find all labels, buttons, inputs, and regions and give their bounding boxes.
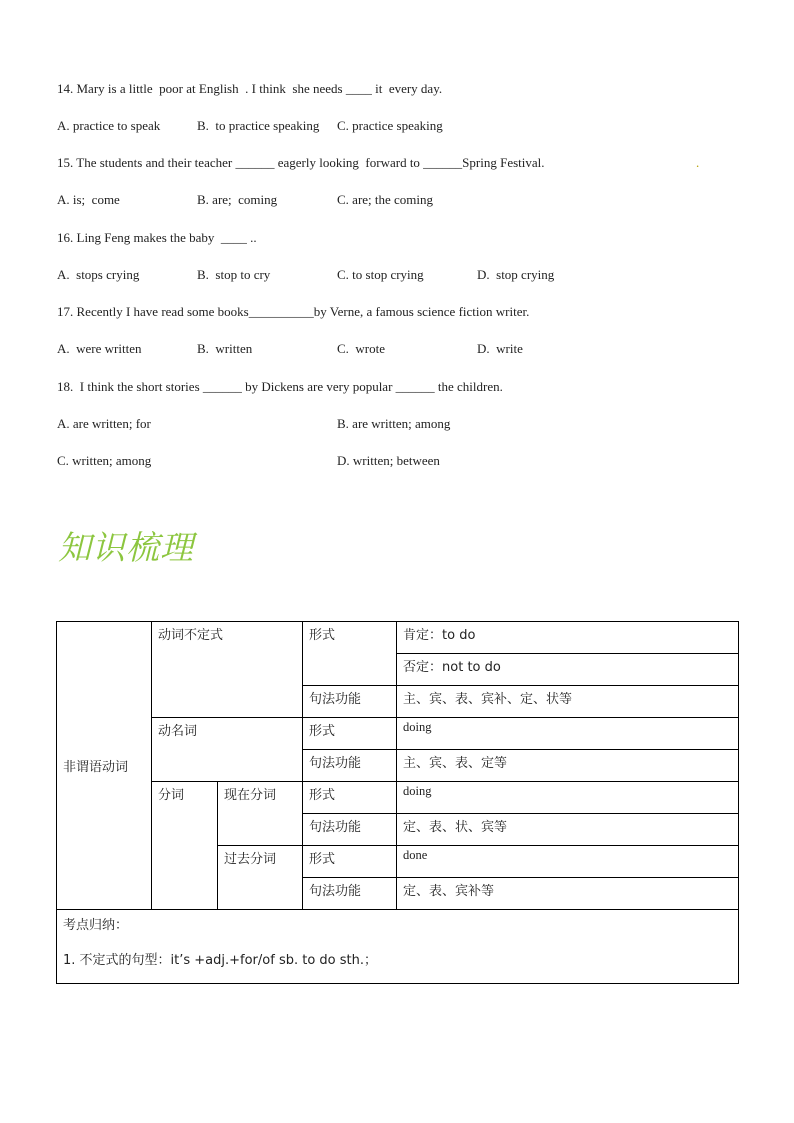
q18-option-a: A. are written; for [57,416,151,431]
past-function: 定、表、宾补等 [397,878,739,910]
present-form: doing [397,782,739,814]
q18-option-c: C. written; among [57,453,152,468]
q15-option-a: A. is; come [57,192,120,207]
past-form: done [397,846,739,878]
summary-item: 1. 不定式的句型：it’s +adj.+for/of sb. to do sth.； [63,953,377,968]
past-function-label: 句法功能 [303,878,397,910]
gerund-form: doing [397,718,739,750]
question-14: 14. Mary is a little poor at English . I think she needs ____ it every day. [57,81,443,96]
gerund-form-label: 形式 [303,718,397,750]
category-cell: 非谓语动词 [57,622,152,910]
question-15: 15. The students and their teacher ______ eagerly looking forward to ______Spring Festival. [57,155,545,170]
present-function-label: 句法功能 [303,814,397,846]
q14-option-a: A. practice to speak [57,118,161,133]
q15-option-c: C. are; the coming [337,192,434,207]
section-title: 知识梳理 [58,528,194,567]
q16-option-d: D. stop crying [477,267,555,282]
q16-option-c: C. to stop crying [337,267,424,282]
q18-option-d: D. written; between [337,453,440,468]
question-16: 16. Ling Feng makes the baby ____ .. [57,230,257,245]
present-participle-cell: 现在分词 [218,782,303,846]
past-participle-cell: 过去分词 [218,846,303,910]
q14-option-c: C. practice speaking [337,118,443,133]
infinitive-affirmative: 肯定：to do [397,622,739,654]
infinitive-cell: 动词不定式 [152,622,303,718]
q14-option-b: B. to practice speaking [197,118,320,133]
infinitive-function: 主、宾、表、宾补、定、状等 [397,686,739,718]
summary-cell [57,910,739,984]
q17-option-b: B. written [197,341,253,356]
summary-title: 考点归纳： [63,918,129,933]
present-function: 定、表、状、宾等 [397,814,739,846]
question-18: 18. I think the short stories ______ by Dickens are very popular ______ the children. [57,379,503,394]
gerund-cell: 动名词 [152,718,303,782]
gerund-function-label: 句法功能 [303,750,397,782]
decorative-dot: . [696,155,700,170]
participle-cell: 分词 [152,782,218,910]
infinitive-function-label: 句法功能 [303,686,397,718]
q16-option-a: A. stops crying [57,267,140,282]
present-form-label: 形式 [303,782,397,814]
q17-option-d: D. write [477,341,523,356]
infinitive-negative: 否定：not to do [397,654,739,686]
question-17: 17. Recently I have read some books__________by Verne, a famous science fiction writer. [57,304,530,319]
q17-option-c: C. wrote [337,341,386,356]
q17-option-a: A. were written [57,341,142,356]
q18-option-b: B. are written; among [337,416,451,431]
q15-option-b: B. are; coming [197,192,278,207]
infinitive-form-label: 形式 [303,622,397,686]
gerund-function: 主、宾、表、定等 [397,750,739,782]
past-form-label: 形式 [303,846,397,878]
knowledge-table [56,621,739,984]
q16-option-b: B. stop to cry [197,267,271,282]
